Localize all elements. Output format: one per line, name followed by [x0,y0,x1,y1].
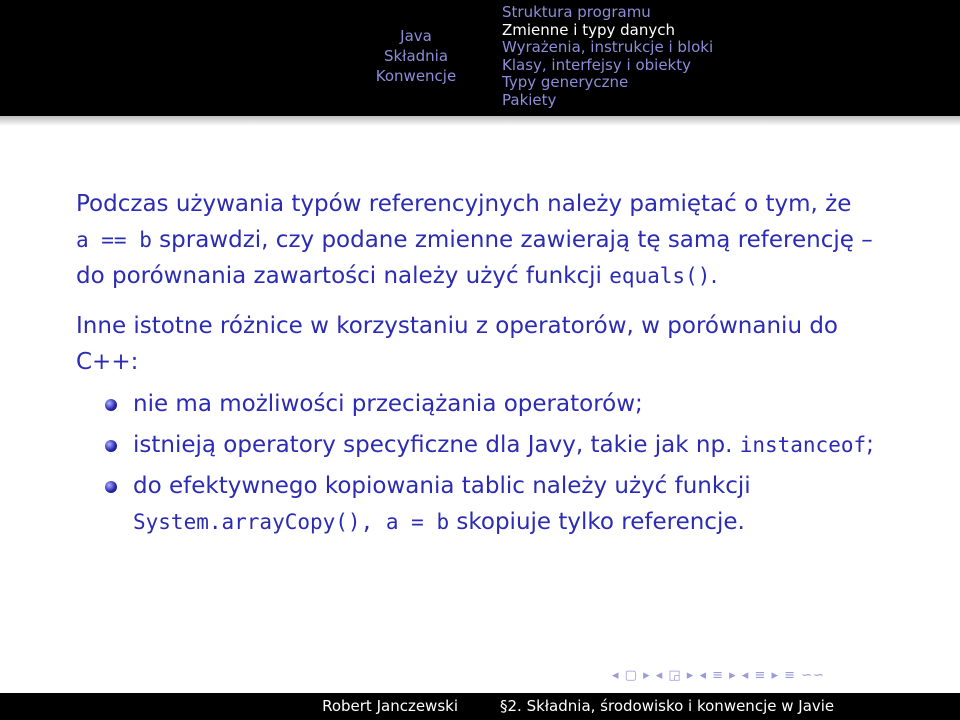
subsection-wyrazenia[interactable]: Wyrażenia, instrukcje i bloki [502,38,714,57]
subsection-struktura[interactable]: Struktura programu [502,3,651,21]
item-text: nie ma możliwości przeciążania operatorów; [133,391,643,417]
section-konwencje[interactable]: Konwencje [375,67,457,85]
beamer-navigation-icons[interactable]: ◂ ▢ ▸ ◂ ◲ ▸ ◂ ≡ ▸ ◂ ≡ ▸ ≡ ∽∽ [612,668,825,683]
item-text: istnieją operatory specyficzne dla Javy, takie jak np. [133,432,740,458]
item-text-after: skopiuje tylko referencje. [449,509,745,535]
paragraph-references [76,186,876,294]
item-text-after: ; [866,432,874,458]
code-equals: equals() [609,264,711,288]
list-item [76,386,876,422]
bullet-icon [105,440,117,452]
p1-text-1: Podczas używania typów referencyjnych należy pamiętać o tym, że [76,191,852,217]
section-java[interactable]: Java [400,27,432,45]
footer-author: Robert Janczewski [322,697,458,715]
item-text: do efektywnego kopiowania tablic należy użyć funkcji [133,473,751,499]
section-skladnia[interactable]: Składnia [383,47,449,65]
bullet-icon [105,481,117,493]
footer-section: §2. Składnia, środowisko i konwencje w Javie [500,697,835,715]
subsection-nav [502,4,713,110]
subsection-pakiety[interactable]: Pakiety [502,90,557,109]
code-a-eq-b: a == b [76,228,152,252]
differences-list [76,386,876,540]
code-instanceof: instanceof [739,433,867,457]
header-shadow [0,116,960,126]
list-item [76,468,876,540]
bullet-icon [105,399,117,411]
slide-footer [0,693,960,720]
code-a-assign-b: a = b [385,510,450,534]
p1-text-3: . [710,263,718,289]
section-nav [360,26,472,86]
paragraph-differences: Inne istotne różnice w korzystaniu z operatorów, w porównaniu do C++: [76,313,838,375]
slide-content [76,186,876,545]
subsection-klasy[interactable]: Klasy, interfejsy i obiekty [502,55,691,74]
subsection-typy-generyczne[interactable]: Typy generyczne [502,73,629,92]
slide-header [0,0,960,116]
p1-text-2: sprawdzi, czy podane zmienne zawierają tę samą referencję – do porównania zawartości należy użyć funkcji [76,227,873,289]
item-text-mid: , [360,510,386,534]
subsection-zmienne-active[interactable]: Zmienne i typy danych [502,20,676,39]
code-arraycopy: System.arrayCopy() [133,510,361,534]
list-item [76,427,876,463]
